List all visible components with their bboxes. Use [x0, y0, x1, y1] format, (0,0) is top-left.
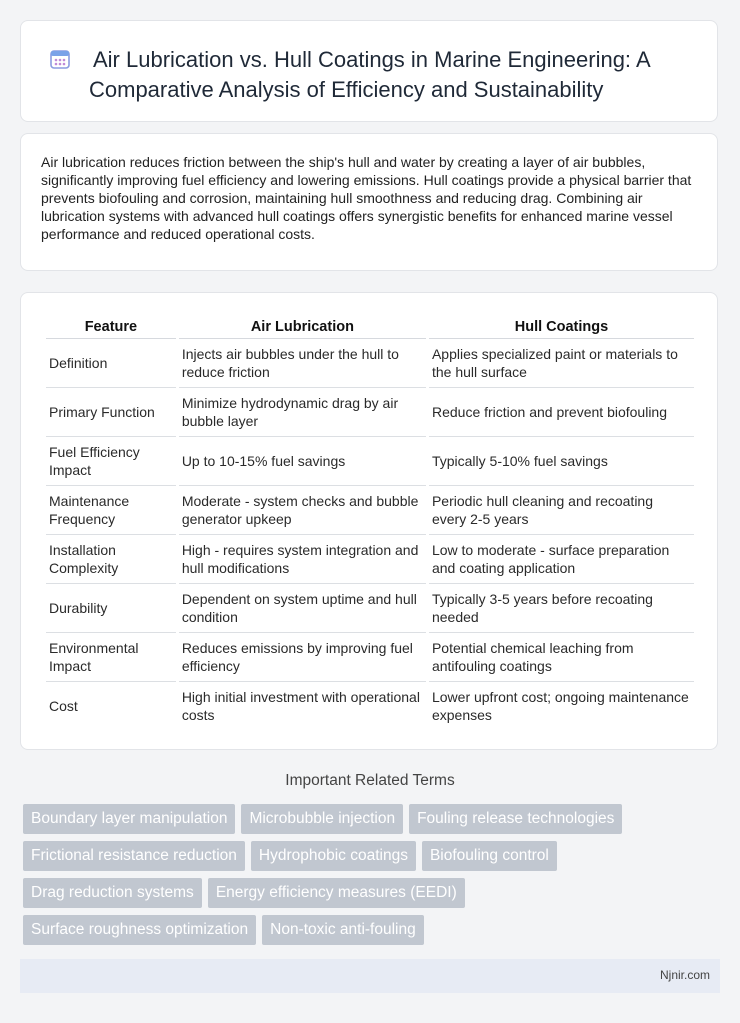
hull-coatings-cell: Typically 5-10% fuel savings — [429, 437, 694, 486]
comparison-table — [43, 317, 697, 730]
table-row — [46, 339, 694, 388]
header-feature: Feature — [46, 317, 176, 339]
related-terms-heading: Important Related Terms — [285, 772, 455, 789]
summary-paragraph: Air lubrication reduces friction between the ship's hull and water by creating a layer of air bubbles, significantly improving fuel efficiency and lowering emissions. Hull coatings provide a physical barrier that prevents biofouling and corrosion, maintaining hull smoothness and reducing drag. Combining air lubrication systems with advanced hull coatings offers synergistic benefits for enhanced marine vessel performance and reduced operational costs. — [41, 154, 692, 242]
table-row — [46, 437, 694, 486]
comparison-table-card — [20, 292, 718, 750]
header-air-lubrication: Air Lubrication — [179, 317, 426, 339]
summary-card — [20, 133, 718, 271]
header-hull-coatings: Hull Coatings — [429, 317, 694, 339]
air-lubrication-cell: Up to 10-15% fuel savings — [179, 437, 426, 486]
air-lubrication-cell: Reduces emissions by improving fuel efficiency — [179, 633, 426, 682]
air-lubrication-cell: Minimize hydrodynamic drag by air bubble layer — [179, 388, 426, 437]
table-row — [46, 388, 694, 437]
table-header-row — [46, 317, 694, 339]
air-lubrication-cell: Moderate - system checks and bubble generator upkeep — [179, 486, 426, 535]
table-row — [46, 584, 694, 633]
feature-cell: Maintenance Frequency — [46, 486, 176, 535]
air-lubrication-cell: High - requires system integration and hull modifications — [179, 535, 426, 584]
calendar-icon — [49, 48, 71, 70]
hull-coatings-cell: Periodic hull cleaning and recoating every 2-5 years — [429, 486, 694, 535]
hull-coatings-cell: Typically 3-5 years before recoating needed — [429, 584, 694, 633]
related-term-tag[interactable]: Biofouling control — [422, 841, 557, 871]
feature-cell: Primary Function — [46, 388, 176, 437]
related-terms-list — [23, 804, 703, 945]
related-term-tag[interactable]: Fouling release technologies — [409, 804, 622, 834]
related-term-tag[interactable]: Boundary layer manipulation — [23, 804, 235, 834]
hull-coatings-cell: Potential chemical leaching from antifouling coatings — [429, 633, 694, 682]
table-row — [46, 535, 694, 584]
related-term-tag[interactable]: Surface roughness optimization — [23, 915, 256, 945]
hull-coatings-cell: Lower upfront cost; ongoing maintenance expenses — [431, 689, 689, 723]
related-term-tag[interactable]: Energy efficiency measures (EEDI) — [208, 878, 465, 908]
related-term-tag[interactable]: Hydrophobic coatings — [251, 841, 416, 871]
table-row — [46, 682, 694, 730]
related-term-tag[interactable]: Non-toxic anti-fouling — [262, 915, 424, 945]
related-term-tag[interactable]: Drag reduction systems — [23, 878, 202, 908]
hull-coatings-cell: Applies specialized paint or materials to the hull surface — [429, 339, 694, 388]
hull-coatings-cell: Reduce friction and prevent biofouling — [429, 388, 694, 437]
feature-cell: Environmental Impact — [46, 633, 176, 682]
air-lubrication-cell: Injects air bubbles under the hull to reduce friction — [179, 339, 426, 388]
feature-cell: Cost — [49, 698, 78, 714]
air-lubrication-cell: High initial investment with operational costs — [181, 689, 420, 723]
feature-cell: Fuel Efficiency Impact — [46, 437, 176, 486]
air-lubrication-cell: Dependent on system uptime and hull condition — [179, 584, 426, 633]
feature-cell: Durability — [46, 584, 176, 633]
hull-coatings-cell: Low to moderate - surface preparation and coating application — [429, 535, 694, 584]
page-title: Air Lubrication vs. Hull Coatings in Marine Engineering: A Comparative Analysis of Efficiency and Sustainability — [89, 47, 650, 102]
related-term-tag[interactable]: Microbubble injection — [241, 804, 403, 834]
table-row — [46, 486, 694, 535]
feature-cell: Definition — [46, 339, 176, 388]
footer-bar — [20, 959, 720, 993]
feature-cell: Installation Complexity — [46, 535, 176, 584]
footer-site-link[interactable]: Njnir.com — [659, 968, 710, 982]
title-card — [20, 20, 718, 122]
related-term-tag[interactable]: Frictional resistance reduction — [23, 841, 245, 871]
table-row — [46, 633, 694, 682]
